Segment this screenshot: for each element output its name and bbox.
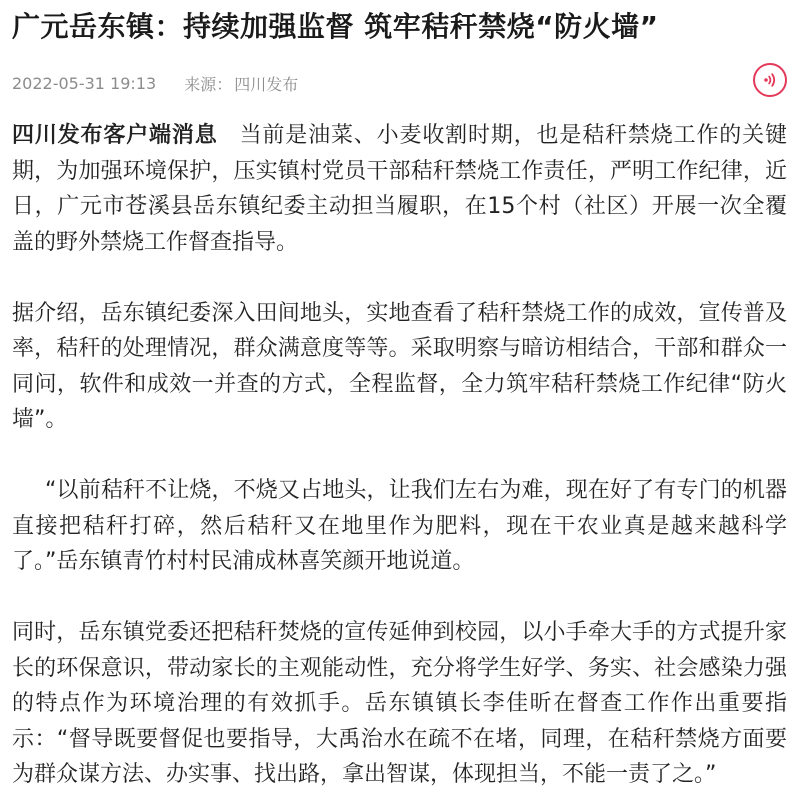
lead-label: 四川发布客户端消息 <box>12 123 218 148</box>
publish-date: 2022-05-31 19:13 <box>12 73 157 93</box>
audio-play-button[interactable] <box>753 63 787 97</box>
source-label: 来源： <box>184 74 233 94</box>
article-body <box>12 118 787 793</box>
paragraph-4: 同时，岳东镇党委还把秸秆焚烧的宣传延伸到校园，以小手牵大手的方式提升家长的环保意识，带动家长的主观能动性，充分将学生好学、务实、社会感染力强的特点作为环境治理的有效抓手。岳东镇镇长李佳昕在督查工作作出重要指示：“督导既要督促也要指导，大禹治水在疏不在堵，同理，在秸秆禁烧方面要为群众谋方法、办实事、找出路，拿出智谋，体现担当，不能一责了之。” <box>12 620 787 787</box>
article-meta <box>12 63 787 103</box>
paragraph-1 <box>12 118 787 260</box>
paragraph-1-text: 当前是油菜、小麦收割时期，也是秸秆禁烧工作的关键期，为加强环境保护，压实镇村党员干部秸秆禁烧工作责任，严明工作纪律，近日，广元市苍溪县岳东镇纪委主动担当履职，在15个村（社区）开展一次全覆盖的野外禁烧工作督查指导。 <box>12 123 787 255</box>
article-title: 广元岳东镇：持续加强监督 筑牢秸秆禁烧“防火墙” <box>12 10 659 43</box>
paragraph-3: “以前秸秆不让烧，不烧又占地头，让我们左右为难，现在好了有专门的机器直接把秸秆打碎，然后秸秆又在地里作为肥料，现在干农业真是越来越科学了。”岳东镇青竹村村民浦成林喜笑颜开地说道。 <box>12 478 787 574</box>
source-name: 四川发布 <box>234 74 299 94</box>
paragraph-2: 据介绍，岳东镇纪委深入田间地头，实地查看了秸秆禁烧工作的成效，宣传普及率，秸秆的处理情况，群众满意度等等。采取明察与暗访相结合，干部和群众一同问，软件和成效一并查的方式，全程监督，全力筑牢秸秆禁烧工作纪律“防火墙”。 <box>12 300 787 432</box>
audio-play-icon <box>761 71 779 89</box>
